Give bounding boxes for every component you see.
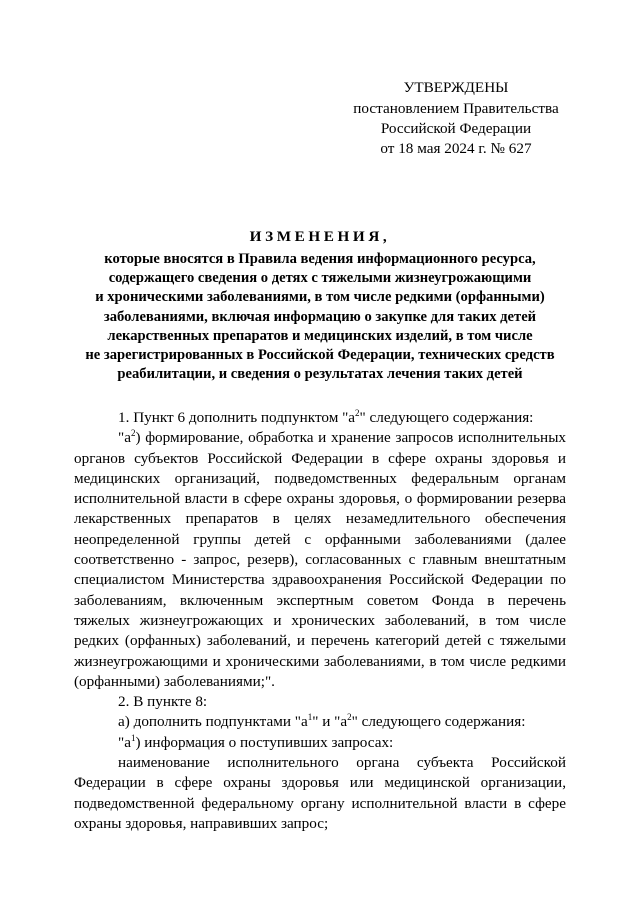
paragraph-subitem-a2: "$а^2$) формирование, обработка и хранение запросов исполнительных органов субъектов Российской Федерации в сфере охраны здоровья и медицинских организаций, подведомственных федеральным органам исполнительной власти в сфере охраны здоровья, о формировании резерва лекарственных препаратов в целях незамедлительного обеспечения неопределенной группы детей с орфанными заболеваниями (далее соответственно - запрос, резерв), согласованных с главным внештатным специалистом Министерства здравоохранения Российской Федерации по заболеваниям, включенным экспертным советом Фонда в перечень тяжелых жизнеугрожающих и хронических заболеваний, в том числе редких (орфанных) заболеваний, и перечень категорий детей с тяжелыми жизнеугрожающими и хроническими заболеваниями, в том числе редкими (орфанными) заболеваниями;". <box>74 428 566 690</box>
subtitle-line: лекарственных препаратов и медицинских изделий, в том числе <box>107 327 533 344</box>
approval-line: Российской Федерации <box>380 120 532 137</box>
document-body <box>74 408 566 834</box>
subtitle-line: заболеваниями, включая информацию о закупке для таких детей <box>103 308 537 325</box>
approval-line: постановлением Правительства <box>353 100 559 117</box>
paragraph-requester-name: наименование исполнительного органа субъекта Российской Федерации в сфере охраны здоровья или медицинской организации, подведомственной федеральному органу исполнительной власти в сфере охраны здоровья, направивших запрос; <box>74 754 566 832</box>
approval-heading: УТВЕРЖДЕНЫ <box>403 79 509 96</box>
paragraph-subitem-a1: "$а^1$) информация о поступивших запросах: <box>118 732 394 751</box>
approval-date: от 18 мая 2024 г. № 627 <box>380 140 532 157</box>
subtitle-line: и хроническими заболеваниями, в том числе редкими (орфанными) <box>95 289 545 306</box>
subtitle-line: не зарегистрированных в Российской Федерации, технических средств <box>85 347 555 364</box>
approval-stamp <box>340 78 572 159</box>
document-title: ИЗМЕНЕНИЯ, <box>249 228 391 245</box>
document-subtitle <box>64 250 576 384</box>
paragraph-item-2: 2. В пункте 8: <box>118 693 208 711</box>
subtitle-line: реабилитации, и сведения о результатах лечения таких детей <box>117 366 523 383</box>
paragraph-item-1: 1. Пункт 6 дополнить подпунктом "$а^2$" следующего содержания: <box>118 408 534 426</box>
subtitle-line: содержащего сведения о детях с тяжелыми жизнеугрожающими <box>108 270 532 287</box>
subtitle-line: которые вносятся в Правила ведения информационного ресурса, <box>104 251 536 267</box>
paragraph-subitem-a: а) дополнить подпунктами "$а^1$" и "$а^2$" следующего содержания: <box>118 712 526 731</box>
